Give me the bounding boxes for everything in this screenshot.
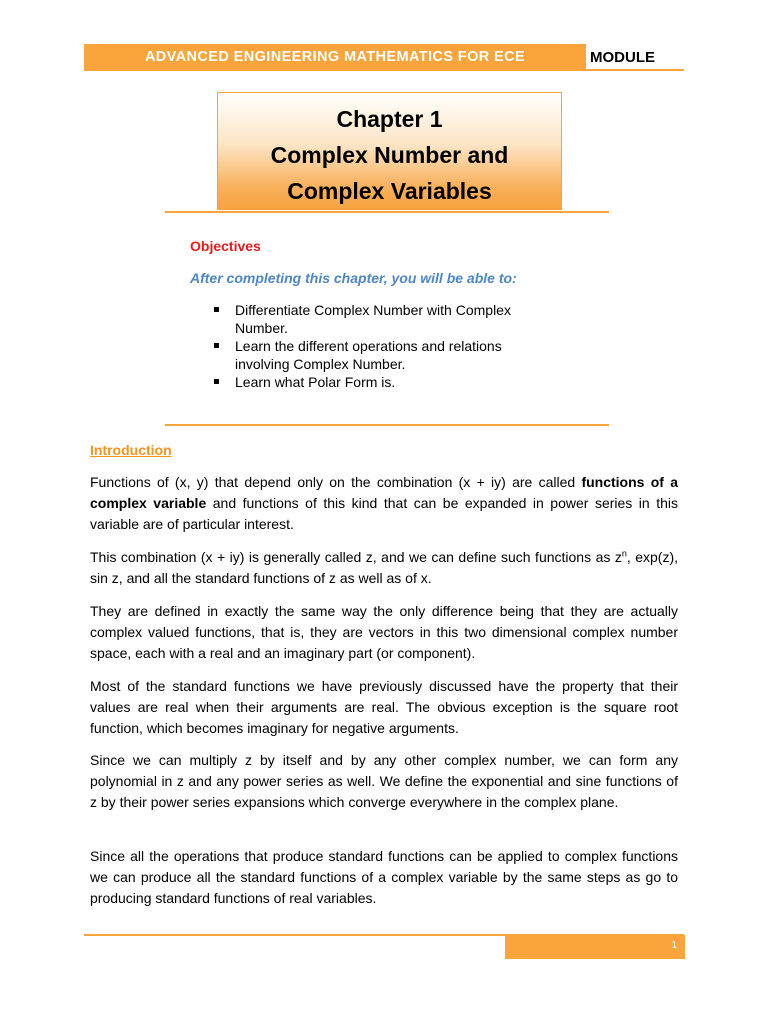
introduction-heading: Introduction	[90, 442, 172, 458]
objectives-list	[212, 301, 542, 391]
list-item: Learn what Polar Form is.	[212, 373, 542, 391]
course-title-banner: ADVANCED ENGINEERING MATHEMATICS FOR ECE	[84, 44, 586, 71]
chapter-number: Chapter 1	[336, 106, 443, 132]
module-label: MODULE	[590, 49, 655, 66]
page-number: 1	[505, 935, 685, 959]
paragraph-2: This combination (x + iy) is generally called z, and we can define such functions as $z^n$, exp(z), sin z, and all the standard functions of z as well as of x.	[90, 548, 678, 586]
chapter-title-line1: Complex Number and	[270, 142, 509, 168]
paragraph-1: Functions of (x, y) that depend only on the combination (x + iy) are called functions of a complex variable and functions of this kind that can be expanded in power series in this variable are of particular interest.	[90, 474, 679, 532]
paragraph-3: They are defined in exactly the same way the only difference being that they are actually complex valued functions, that is, they are vectors in this two dimensional complex number space, each with a real and an imaginary part (or component).	[90, 603, 678, 661]
objectives-intro: After completing this chapter, you will be able to:	[190, 270, 517, 286]
header-rule	[586, 69, 684, 71]
exponent-n: n	[621, 548, 627, 559]
bullet-icon	[214, 379, 219, 384]
chapter-title-box	[217, 92, 562, 210]
chapter-underline	[165, 211, 609, 213]
bullet-icon	[214, 343, 219, 348]
bold-term: functions of a complex variable	[90, 474, 678, 511]
bullet-icon	[214, 307, 219, 312]
objectives-heading: Objectives	[190, 238, 261, 254]
chapter-title-line2: Complex Variables	[287, 178, 492, 204]
paragraph-4: Most of the standard functions we have previously discussed have the property that their values are real when their arguments are real. The obvious exception is the square root function, which becomes imaginary for negative arguments.	[90, 678, 678, 736]
objectives-divider	[165, 424, 609, 426]
list-item: Differentiate Complex Number with Complex Number.	[212, 301, 542, 337]
list-item: Learn the different operations and relations involving Complex Number.	[212, 337, 542, 373]
paragraph-6: Since all the operations that produce standard functions can be applied to complex functions we can produce all the standard functions of a complex variable by the same steps as go to producing standard functions of real variables.	[90, 848, 678, 906]
paragraph-5: Since we can multiply z by itself and by any other complex number, we can form any polynomial in z and any power series as well. We define the exponential and sine functions of z by their power series expansions which converge everywhere in the complex plane.	[90, 752, 678, 810]
